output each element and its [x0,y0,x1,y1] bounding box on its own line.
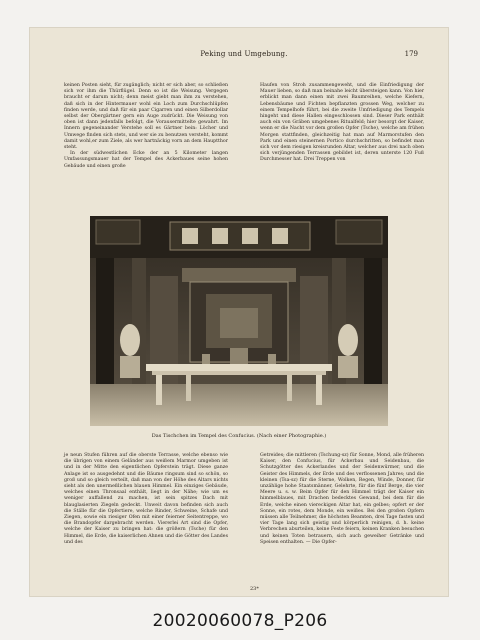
text-column-top-right [260,83,424,164]
text-column-bottom-right [260,453,424,546]
signature-mark: 23* [250,586,259,592]
temple-altar-image [90,216,388,426]
running-title: Peking und Umgebung. [200,50,288,58]
temple-photograph [90,216,388,426]
paragraph: Haufen von Stroh zusammengeweht, und die Einfriedigung der Mauer lieben, so daß man beinahe leicht übersteigen kann. Von hier erblickt man dann einen mit zwei Baumreihen, welche Kiefern, Lebensbäume und Fichten bepflanzten grossen Weg, welcher zu einem Tempelhofe führt, bei die zweite Umfriedigung des Tempels hingeht und diese Hallen eingeschlossen sind. Dieser Park enthält auch ein von Gräben umgebenes Ritualfeld; hier besorgt der Kaiser, wenn er die Nacht vor dem großen Opfer (Tsche), welche am frühen Morgen stattfinden, gleichzeitig hat man auf Marmorstufen den Park und einen steinernen Portico durchschritten, so befindet man sich vor dem riesigen kreisrunden Altar, welcher aus drei nach oben sich verjüngenden Terrassen gebildet ist, deren unterste 120 Fuß Durchmesser hat. Drei Treppen von [260,83,424,163]
figure-caption: Das Tischchen im Tempel des Confucius. (Nach einer Photographie.) [151,433,327,439]
paragraph: keinen Posten sieht, für zugänglich; nicht er sich aber, so schließen sich vor ihm die Thürflügel. Denn so ist die Weisung. Vergegen braucht er darum nicht; denn meist giebt man ihm zu verstehen, daß sich in der Hintermauer wohl ein Loch zum Durchschlüpfen finden werde, und daß für ein paar Cigarren und einen Silberdollar selbst der Obergärtner gern ein Auge zudrückt. Die Weisung von oben ist dann jedenfalls befolgt, die Vorausermittelte gewahrt. Im Innern gegeneinander Verstehe soll es Gärtner bein: Löcher und Umwege finden sich stets, und wer sie zu benutzen versteht, kommt damit wohl,er zum Ziele, als wer hartnäckig vorn an dem Hauptthor steht. [64,83,228,151]
page-header [70,50,418,62]
scan-identifier: 20020060078_P206 [152,611,328,631]
page-number: 179 [404,50,418,58]
text-column-bottom-left [64,453,228,546]
book-page [30,28,448,596]
paragraph: je neun Stufen führen auf die oberste Terrasse, welche ebenso wie die übrigen von einem Geländer aus weißem Marmor umgeben ist und in der Mitte den eigentlichen Opferstein trägt. Diese ganze Anlage ist so ausgedehnt und die Bäume ringsum sind so schön, so groß und so gleich verteilt, daß man von der Höhe des Altars nichts sieht als den unermeßlichen blauen Himmel. Ein einziges Gebäude, welches einen Thronsaal enthält, liegt in der Nähe; wie um es weniger auffallend zu machen, ist sein spitzes Dach mit blauglasierten Ziegeln gedeckt. Unweit davon befinden sich auch die Ställe für die Opfertiere, welche Rinder, Schweine, Schafe und Ziegen, sowie ein riesiger Ofen mit einer feierner Seitentreppe, wo die Brandopfer dargebracht werden. Viererlei Art sind die Opfer, welche der Kaiser zu bringen hat: die größern (Tsche) für den Himmel, die Erde, die kaiserlichen Ahnen und die Götter des Landes und des [64,453,228,545]
paragraph: In der südwestlichen Ecke der an 5 Kilometer langen Umfassungsmauer hat der Tempel des Ackerbaues seine hohen Gebäude und einen große [64,151,228,169]
paragraph: Getreides; die mittleren (Tschung-sz) für Sonne, Mond, alle früheren Kaiser, den Confucius, für Ackerbau und Seidenbau, die Schutzgötter des Ackerlandes und der Seidenwürmer, und die Geister des Himmels, der Erde und des verflossenen Jahres; und die kleinen (Tsa-sz) für die Sterne, Wolken, Regen, Winde, Donner, für unzählige hohe Staatsmänner, Gelehrte, für die fünf Berge, die vier Meere u. s. w. Beim Opfer für den Himmel trägt der Kaiser ein himmelblaues, mit Drachen bedecktes Gewand, bei dem für die Erde, welche einen viereckigen Altar hat, ein gelbes; opfert er der Sonne, ein rotes, dem Monde, ein weißes. Bei den großen Opfern müssen alle Teilnehmer, die höchsten Beamten, drei Tage fasten und vier Tage lang sich geistig und körperlich reinigen, d. h. keine Verbrechen aburteilen, keine Feste feiern, keinen Kranken besuchen und keinen Toten betrauern, sich auch geweiher Getränke und Speisen enthalten. — Die Opfer- [260,453,424,545]
text-column-top-left [64,83,228,170]
